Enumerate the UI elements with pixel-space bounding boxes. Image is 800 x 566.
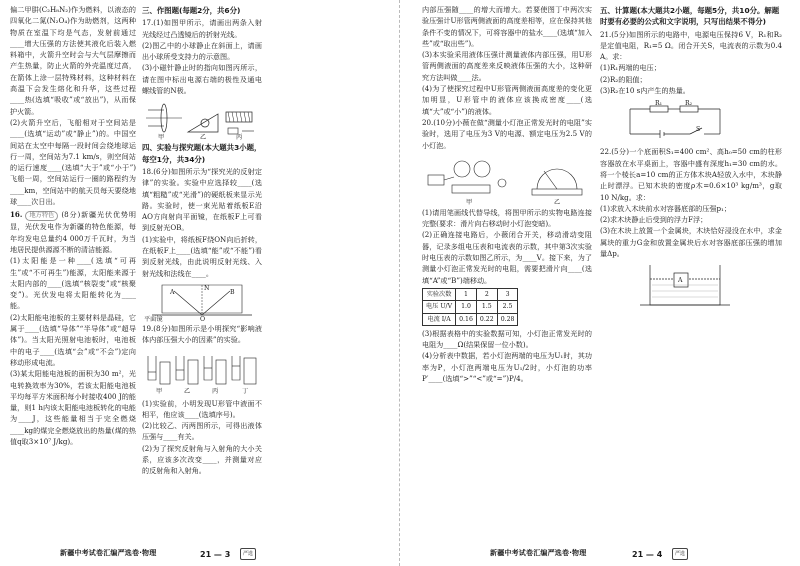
figure-20-svg (422, 153, 592, 205)
figure-label: A (170, 288, 175, 296)
table-row (423, 313, 518, 325)
question-21: 21.(5分)如图所示的电路中，电源电压保持6 V，R₁和R₂是定值电阻，R₁=5 Ω。闭合开关S，电流表的示数为0.4 A。求： (600, 29, 782, 62)
question-18-c: (2)为了探究反射角与入射角的大小关系，应该多次改变____，并测量对应的反射角和入射角。 (142, 443, 262, 476)
figure-17 (142, 98, 262, 140)
paragraph: (2)正确连接电路后，小薇闭合开关，移动滑动变阻器，记录多组电压表和电流表的示数，其中第3次实验时电压表的示数如图乙所示，为____V。接下来，为了测量小灯泡正常发光时的电阻，需要把滑片向____(选填“A”或“B”)端移动。 (422, 230, 592, 285)
figure-label: 平面镜 (144, 315, 163, 323)
figure-22-container-svg (600, 261, 782, 313)
question-18: 18.(6分)如图所示为“探究光的反射定律”的实验。实验中应选择较____(选填“粗糙”或“光滑”)的硬纸板来显示光路。实验时，使一束光贴着纸板E沿AO方向射向平面镜，在纸板F上可看到反射光OB。 (142, 166, 262, 233)
figure-label: R₁ (655, 100, 663, 108)
figure-label: O (200, 315, 206, 323)
table-cell: 电流 I/A (423, 313, 456, 325)
paragraph: (1)太阳能是一种____(选填“可再生”或“不可再生”)能源，太阳能来源于太阳内部的____(选填“核裂变”或“核聚变”)。光伏发电将太阳能转化为____能。 (10, 256, 136, 311)
table-cell: 0.22 (476, 313, 497, 325)
table-cell: 电压 U/V (423, 301, 456, 313)
data-table (422, 288, 518, 326)
question-number: 16. (10, 210, 23, 220)
page-number: 21 — 4 (632, 550, 663, 559)
figure-label: 丙 (236, 134, 243, 142)
left-column-1 (10, 4, 136, 522)
question-21-sub: (1)R₁两端的电压； (600, 63, 661, 73)
paragraph: (3)根据表格中的实验数据可知，小灯泡正常发光时的电阻为____Ω(结果保留一位小数)。 (422, 328, 592, 350)
section-title-4: 四、实验与探究题(本大题共3小题，每空1分，共34分) (142, 143, 262, 164)
left-column-3 (268, 4, 392, 522)
figure-label: B (230, 288, 235, 296)
right-column-1 (422, 4, 592, 522)
figure-label: A (678, 277, 683, 285)
figure-label: R₂ (685, 100, 693, 108)
paragraph: 内部压强随____的增大而增大。若要使图丁中两次实验压强计U形管两侧液面的高度差相等，应在保持其他条件不变的情况下，可将容器中的盐水____(选填“加入些”或“取出些”)。 (422, 5, 592, 48)
figure-label: 甲 (466, 198, 473, 206)
figure-label: 丁 (242, 387, 249, 395)
right-column-2 (600, 4, 782, 522)
left-column-2 (142, 4, 262, 522)
question-19-b: (1)实验前，小明发现U形管中液面不相平，他应该____(选填序号)。 (142, 398, 262, 419)
question-20: 20.(10分)小薇在做“测量小灯泡正常发光时的电阻”实验时，选用了电压为3 V的电源、额定电压为2.5 V的小灯泡。 (422, 117, 592, 150)
footer-title: 新疆中考试卷汇编严选卷·物理 (490, 549, 587, 557)
figure-21 (600, 98, 782, 144)
section-title-3: 三、作图题(每题2分，共6分) (142, 6, 241, 15)
paragraph: (3)本实验采用液体压强计测量液体内部压强，用U形管两侧液面的高度差来反映液体压强的大小，这种研究方法叫做____法。 (422, 50, 592, 82)
page-number: 21 — 3 (200, 550, 231, 559)
question-18-b: (1)实验中，将纸板F绕ON向后折转，在纸板F上____(选填“能”或“不能”)看到反射光线，由此说明反射光线、入射光线和法线在____。 (142, 234, 262, 278)
table-cell: 2 (476, 288, 497, 300)
table-cell: 2.5 (497, 301, 518, 313)
paragraph: (2)太阳能电池板的主要材料是晶硅，它属于____(选填“导体”“半导体”或“超导体”)。当太阳光照射电池板时，电池板中的电子____(选填“会”或“不会”)定向移动形成电流。 (10, 312, 136, 367)
question-text: (8分)新疆光伏优势明显，光伏发电作为新疆的特色能源，每年均发电总量约4 000万千瓦时，为当地居民提供源源不断的清洁能源。 (10, 210, 136, 254)
table-cell: 1.0 (456, 301, 477, 313)
question-22-sub: (1)求放入木块前水对容器底部的压强p₁； (600, 203, 731, 213)
paragraph: (1)请用笔画线代替导线，将图甲所示的实物电路连接完整(要求：滑片向右移动时小灯泡变暗)。 (422, 207, 592, 229)
figure-label: 乙 (200, 134, 207, 142)
figure-label: 乙 (184, 387, 191, 395)
publisher-logo-icon: 严选 (672, 548, 688, 560)
footer-title: 新疆中考试卷汇编严选卷·物理 (60, 549, 157, 557)
table-row (423, 288, 518, 300)
section-badge: 地方特色 (25, 211, 58, 221)
right-page (400, 0, 800, 566)
table-cell: 3 (497, 288, 518, 300)
table-cell: 实验次数 (423, 288, 456, 300)
paragraph: (4)为了使探究过程中U形管两侧液面高度差的变化更加明显，U形管中的液体应该换成密度____(选填“大”或“小”)的液体。 (422, 84, 592, 116)
figure-label: 甲 (158, 134, 165, 142)
question-16 (10, 209, 136, 255)
section-title-5: 五、计算题(本大题共2小题，每题5分，共10分。解题时要有必要的公式和文字说明，只写出结果不得分) (600, 6, 780, 27)
figure-18 (142, 281, 262, 321)
table-cell: 1.5 (476, 301, 497, 313)
figure-label: N (204, 284, 210, 292)
paragraph: (3)某太阳能电池板的面积为30 m²，光电转换效率为30%，若该太阳能电池板平均每平方米面积每小时接收400 J的能量，则1 h内该太阳能电池板转化的电能为____J，这些能量相当于完全燃烧____kg的煤完全燃烧放出的热量(煤的热值q取3×10⁷ J/kg)。 (10, 369, 136, 446)
question-17: 17.(1)如图甲所示，请画出两条入射光线经过凸透镜后的折射光线。 (142, 18, 262, 39)
figure-19 (142, 348, 262, 396)
question-17-c: (3)小磁针静止时的指向如图丙所示，请在图中标出电源右端的极性及通电螺线管的N极。 (142, 63, 262, 96)
question-22-sub: (3)在木块上放置一个金属块，木块恰好浸没在水中，求金属块的重力G金和放置金属块后水对容器底部压强的增加量Δp。 (600, 226, 782, 259)
figure-label: 甲 (156, 387, 163, 395)
question-21-sub: (3)R₂在10 s内产生的热量。 (600, 86, 690, 96)
paragraph: (4)分析表中数据，若小灯泡两端的电压为U₁时，其功率为P，小灯泡两端电压为U₁/2时，小灯泡的功率P′____(选填“>”“<”或“=”)P/4。 (422, 351, 592, 384)
figure-label: 乙 (554, 198, 561, 206)
paragraph: (2)火箭升空后，飞船相对于空间站是____(选填“运动”或“静止”)的。中国空间站在太空中每隔一段时间会绕地球运行一周，空间站为7.1 km/s，则空间站的运行速度____(选填“大于”或“小于”)飞船一周，空间站运行一圈的路程约为____km，空间站中的航天员每天要绕地球____次日出。 (10, 117, 136, 207)
publisher-logo-icon: 严选 (240, 548, 256, 560)
question-19: 19.(8分)如图所示是小明探究“影响液体内部压强大小的因素”的实验。 (142, 323, 262, 345)
figure-label: S (696, 126, 701, 134)
figure-label: 丙 (212, 387, 219, 395)
table-cell: 0.16 (456, 313, 477, 325)
question-21-sub: (2)R₂的阻值； (600, 74, 647, 84)
table-row (423, 301, 518, 313)
table-cell: 1 (456, 288, 477, 300)
question-22: 22.(5分)一个底面积S₁=400 cm²、高h₀=50 cm的柱形容器放在水平桌面上，容器中盛有深度h₁=30 cm的水。将一个棱长a=10 cm的正方体木块A轻放入水中，木块静止时漂浮。已知木块的密度ρ木=0.6×10³ kg/m³，g取10 N/kg。求： (600, 147, 782, 202)
table-cell: 0.28 (497, 313, 518, 325)
question-17-b: (2)图乙中的小球静止在斜面上，请画出小球所受支持力的示意图。 (142, 40, 262, 62)
figure-22 (600, 261, 782, 313)
figure-20 (422, 153, 592, 205)
question-22-sub: (2)求木块静止后受到的浮力F浮； (600, 215, 708, 225)
paragraph: 偏二甲肼(C₂H₈N₂)作为燃料，以液态的四氧化二氮(N₂O₄)作为助燃剂，这两种物质在室温下均是气态，发射前通过____增大压强的方法使其液化后装入燃料箱中，火箭升空时会与大气层摩擦而产生热量，防止火箭的外壳温度过高，在箭体上涂一层特殊材料，这种材料在高温下会发生熔化和升华，这些过程____热(选填“吸收”或“放出”)，从而保护火箭。 (10, 5, 136, 116)
question-19-c: (2)比较乙、丙两图所示，可得出液体压强与____有关。 (142, 421, 262, 442)
